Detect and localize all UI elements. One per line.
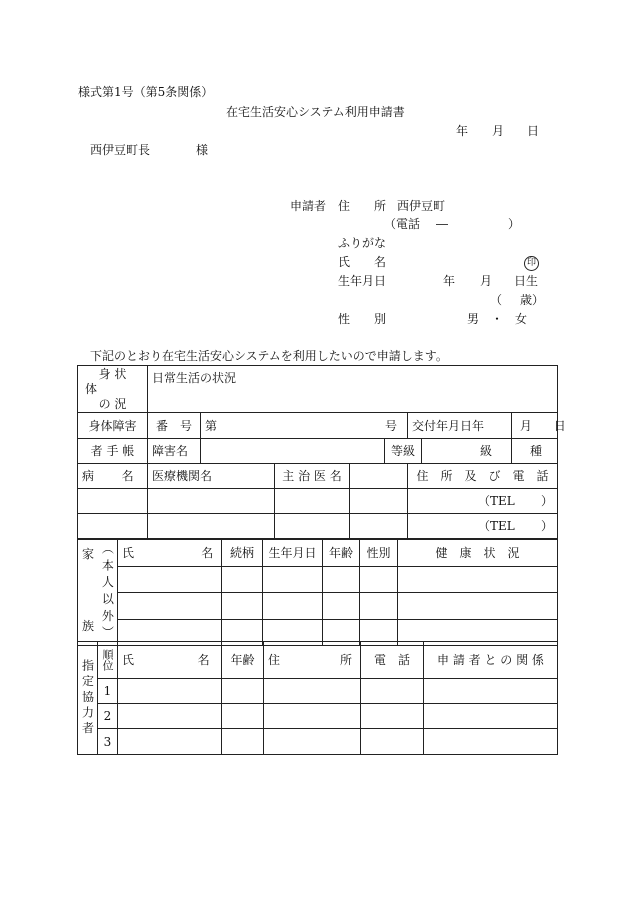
institution-cell[interactable] <box>148 489 275 514</box>
seal-icon: 印 <box>524 256 539 271</box>
address-phone-cell[interactable] <box>408 489 558 514</box>
family-self-exclusion: ︵本人以外︶ <box>98 540 118 646</box>
header-text: 氏 名 <box>122 546 215 561</box>
daily-life-label: 日常生活の状況 <box>152 371 237 385</box>
doctor-label-wrap <box>275 464 408 489</box>
family-gender-cell[interactable] <box>360 593 398 619</box>
tel-suffix: ） <box>541 519 554 533</box>
family-health-cell[interactable] <box>398 567 558 593</box>
number-suffix: 号 <box>384 418 397 433</box>
helper-header-name <box>118 642 222 679</box>
birthdate-label: 生年月日 <box>338 274 387 288</box>
number-cell[interactable] <box>201 413 408 439</box>
age-open: （ <box>490 293 503 307</box>
helper-relation-cell[interactable] <box>424 679 558 704</box>
grade-unit: 級 <box>479 444 492 458</box>
doctor-cell[interactable] <box>275 514 408 539</box>
age-unit: 歳） <box>520 293 545 307</box>
helpers-table <box>77 641 558 755</box>
gender-options[interactable]: 男 ・ 女 <box>467 312 528 326</box>
family-relation-cell[interactable] <box>222 567 263 593</box>
helper-address-cell[interactable] <box>264 679 361 704</box>
info-table <box>77 365 566 539</box>
helper-age-cell[interactable] <box>222 679 264 704</box>
family-birthdate-cell[interactable] <box>263 567 323 593</box>
doctor-divider <box>275 489 350 513</box>
helper-phone-cell[interactable] <box>361 729 424 755</box>
grade-cell[interactable] <box>390 439 558 464</box>
helper-header-address: 住 所 <box>264 642 361 679</box>
disease-cell[interactable] <box>78 514 148 539</box>
helper-relation-cell[interactable] <box>424 704 558 729</box>
helper-phone-cell[interactable] <box>361 704 424 729</box>
phone-open: （電話 <box>384 217 421 231</box>
date-month-label: 月 <box>492 124 505 138</box>
order-label: 順位 <box>98 642 118 679</box>
furigana-label: ふりがな <box>338 236 387 250</box>
label-line: 体 <box>85 381 98 396</box>
family-header-birthdate: 生年月日 <box>263 540 323 567</box>
issue-date-label: 交付年月日 <box>408 413 512 439</box>
addressee: 西伊豆町長 <box>90 143 151 157</box>
family-header-relation: 続柄 <box>222 540 263 567</box>
intro-text: 下記のとおり在宅生活安心システムを利用したいので申請します。 <box>90 349 448 363</box>
helper-age-cell[interactable] <box>222 729 264 755</box>
birth-month-label: 月 <box>480 274 493 288</box>
disease-label: 病 名 <box>78 464 148 489</box>
helper-relation-cell[interactable] <box>424 729 558 755</box>
doctor-divider <box>275 514 350 538</box>
kind-unit: 種 <box>529 444 542 458</box>
helpers-label: 指定協力者 <box>78 642 98 755</box>
helper-name-cell[interactable] <box>118 704 222 729</box>
family-table <box>77 539 558 646</box>
tel-prefix: （TEL <box>478 494 515 508</box>
family-birthdate-cell[interactable] <box>263 593 323 619</box>
honorific: 様 <box>196 143 209 157</box>
family-label-bottom: 族 <box>82 619 95 633</box>
helper-order-2: 2 <box>98 704 118 729</box>
daily-life-cell[interactable] <box>148 366 558 413</box>
family-name-cell[interactable] <box>118 593 222 619</box>
birth-year-label: 年 <box>443 274 456 288</box>
helper-name-cell[interactable] <box>118 679 222 704</box>
date-day-label: 日 <box>527 124 540 138</box>
body-condition-label <box>78 366 148 413</box>
helper-phone-cell[interactable] <box>361 679 424 704</box>
family-name-cell[interactable] <box>118 567 222 593</box>
form-title: 在宅生活安心システム利用申請書 <box>226 105 405 119</box>
institution-cell[interactable] <box>148 514 275 539</box>
helper-header-age: 年齢 <box>222 642 264 679</box>
number-label: 番 号 <box>148 413 201 439</box>
family-age-cell[interactable] <box>323 567 360 593</box>
helper-header-relation: 申 請 者 と の 関 係 <box>424 642 558 679</box>
date-year-label: 年 <box>456 124 469 138</box>
family-header-health: 健 康 状 況 <box>398 540 558 567</box>
issue-date-cell[interactable] <box>472 413 566 439</box>
issue-month-label: 月 <box>519 418 532 433</box>
address-label: 住 所 <box>338 199 387 213</box>
gender-label: 性 別 <box>338 312 387 326</box>
helper-age-cell[interactable] <box>222 704 264 729</box>
birth-suffix: 日生 <box>514 274 539 288</box>
disability-label-bottom: 者 手 帳 <box>78 439 148 464</box>
helper-header-phone: 電 話 <box>361 642 424 679</box>
family-age-cell[interactable] <box>323 593 360 619</box>
header-text: 氏 名 <box>122 653 211 667</box>
label-line: の 況 <box>98 396 127 411</box>
phone-dash: ― <box>436 217 448 231</box>
helper-address-cell[interactable] <box>264 729 361 755</box>
family-header-name <box>118 540 222 567</box>
helper-address-cell[interactable] <box>264 704 361 729</box>
applicant-label: 申請者 <box>290 199 327 213</box>
family-label-top: 家 <box>82 547 95 561</box>
tel-prefix: （TEL <box>478 519 515 533</box>
family-relation-cell[interactable] <box>222 593 263 619</box>
disability-label-top: 身体障害 <box>78 413 148 439</box>
tel-suffix: ） <box>541 494 554 508</box>
address-phone-cell[interactable] <box>408 514 558 539</box>
grade-label: 等級 <box>384 439 422 463</box>
family-label <box>78 540 98 646</box>
issue-year-label: 年 <box>472 418 485 433</box>
helper-order-1: 1 <box>98 679 118 704</box>
family-header-age: 年齢 <box>323 540 360 567</box>
family-health-cell[interactable] <box>398 593 558 619</box>
helper-order-3: 3 <box>98 729 118 755</box>
number-prefix: 第 <box>205 418 218 433</box>
institution-label: 医療機関名 <box>148 464 275 489</box>
helper-name-cell[interactable] <box>118 729 222 755</box>
issue-day-label: 日 <box>553 418 566 433</box>
family-gender-cell[interactable] <box>360 567 398 593</box>
label-line: 身 状 <box>98 366 127 381</box>
family-header-gender: 性別 <box>360 540 398 567</box>
name-label: 氏 名 <box>338 255 387 269</box>
disease-cell[interactable] <box>78 489 148 514</box>
doctor-label: 主 治 医 名 <box>275 464 350 488</box>
address-phone-label: 住 所 及 び 電 話 <box>408 464 558 489</box>
disability-type-label: 障害名 <box>148 439 201 464</box>
doctor-cell[interactable] <box>275 489 408 514</box>
phone-close: ） <box>508 217 521 231</box>
form-number: 様式第1号（第5条関係） <box>78 85 214 99</box>
address-value[interactable]: 西伊豆町 <box>397 199 446 213</box>
